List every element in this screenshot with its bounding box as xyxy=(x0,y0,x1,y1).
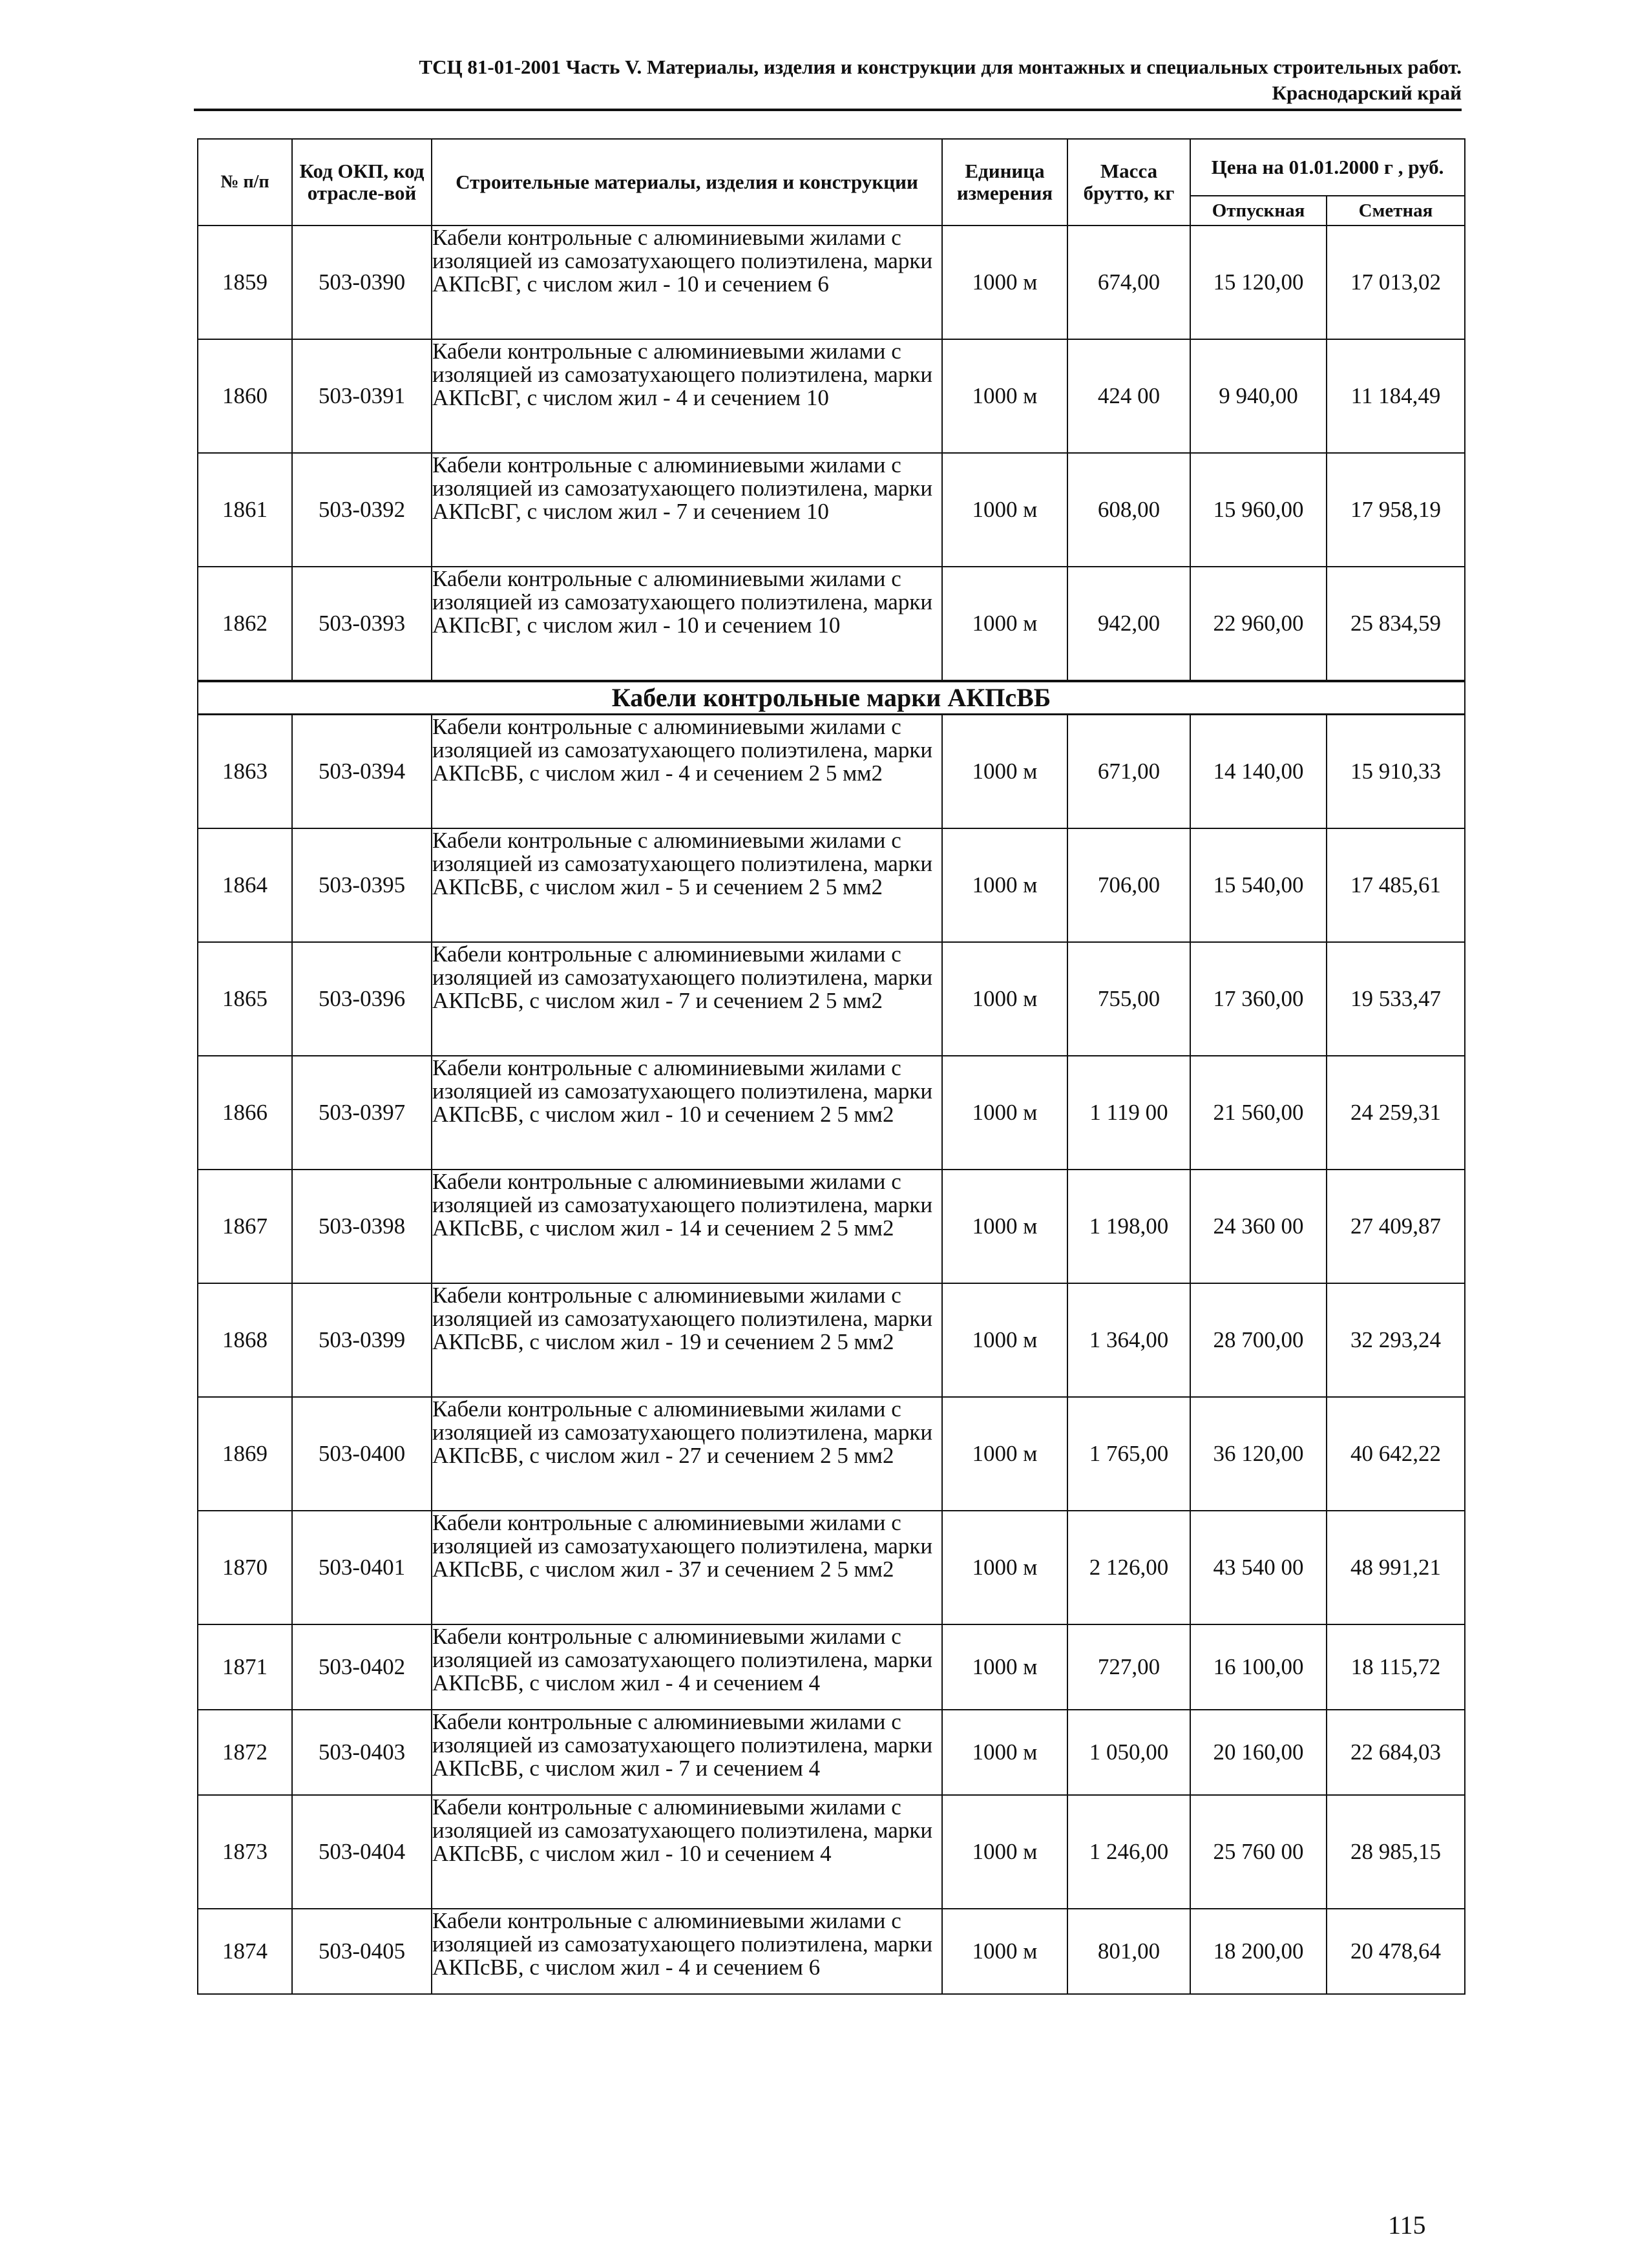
row-number: 1863 xyxy=(198,715,292,829)
gross-mass: 1 765,00 xyxy=(1067,1397,1190,1511)
header-title: ТСЦ 81-01-2001 Часть V. Материалы, изделия и конструкции для монтажных и специальных строительных работ. xyxy=(419,56,1462,78)
gross-mass: 1 246,00 xyxy=(1067,1795,1190,1909)
unit-of-measure: 1000 м xyxy=(942,1795,1067,1909)
table-row xyxy=(198,1397,1465,1511)
table-header xyxy=(198,139,1465,226)
okp-code: 503-0396 xyxy=(292,942,432,1056)
table-row xyxy=(198,1056,1465,1170)
material-description: Кабели контрольные с алюминиевыми жилами с изоляцией из самозатухающего полиэтилена, марки АКПсВБ, с числом жил - 4 и сечением 2 5 мм2 xyxy=(432,715,942,829)
header-rule xyxy=(194,109,1462,111)
okp-code: 503-0390 xyxy=(292,226,432,339)
material-description: Кабели контрольные с алюминиевыми жилами с изоляцией из самозатухающего полиэтилена, марки АКПсВГ, с числом жил - 10 и сечением 10 xyxy=(432,567,942,681)
estimate-price: 48 991,21 xyxy=(1327,1511,1465,1624)
col-mass-header: Масса брутто, кг xyxy=(1067,139,1190,226)
release-price: 24 360 00 xyxy=(1190,1170,1327,1283)
table-section xyxy=(198,681,1465,715)
unit-of-measure: 1000 м xyxy=(942,339,1067,453)
okp-code: 503-0393 xyxy=(292,567,432,681)
estimate-price: 20 478,64 xyxy=(1327,1909,1465,1994)
okp-code: 503-0405 xyxy=(292,1909,432,1994)
table-row xyxy=(198,828,1465,942)
unit-of-measure: 1000 м xyxy=(942,1624,1067,1710)
gross-mass: 727,00 xyxy=(1067,1624,1190,1710)
unit-of-measure: 1000 м xyxy=(942,1397,1067,1511)
gross-mass: 706,00 xyxy=(1067,828,1190,942)
unit-of-measure: 1000 м xyxy=(942,1511,1067,1624)
col-num-header: № п/п xyxy=(198,139,292,226)
row-number: 1861 xyxy=(198,453,292,567)
gross-mass: 755,00 xyxy=(1067,942,1190,1056)
section-title: Кабели контрольные марки АКПсВБ xyxy=(198,681,1465,715)
col-code-header: Код ОКП, код отрасле-вой xyxy=(292,139,432,226)
table-row xyxy=(198,942,1465,1056)
unit-of-measure: 1000 м xyxy=(942,1283,1067,1397)
col-price-release-header: Отпускная xyxy=(1190,196,1327,226)
material-description: Кабели контрольные с алюминиевыми жилами с изоляцией из самозатухающего полиэтилена, марки АКПсВБ, с числом жил - 4 и сечением 6 xyxy=(432,1909,942,1994)
material-description: Кабели контрольные с алюминиевыми жилами с изоляцией из самозатухающего полиэтилена, марки АКПсВГ, с числом жил - 7 и сечением 10 xyxy=(432,453,942,567)
unit-of-measure: 1000 м xyxy=(942,1170,1067,1283)
col-unit-header: Единица измерения xyxy=(942,139,1067,226)
price-table xyxy=(197,138,1465,1995)
table-row xyxy=(198,1511,1465,1624)
unit-of-measure: 1000 м xyxy=(942,828,1067,942)
release-price: 15 120,00 xyxy=(1190,226,1327,339)
release-price: 17 360,00 xyxy=(1190,942,1327,1056)
unit-of-measure: 1000 м xyxy=(942,1710,1067,1795)
estimate-price: 19 533,47 xyxy=(1327,942,1465,1056)
row-number: 1866 xyxy=(198,1056,292,1170)
estimate-price: 17 485,61 xyxy=(1327,828,1465,942)
estimate-price: 22 684,03 xyxy=(1327,1710,1465,1795)
estimate-price: 32 293,24 xyxy=(1327,1283,1465,1397)
unit-of-measure: 1000 м xyxy=(942,1056,1067,1170)
release-price: 18 200,00 xyxy=(1190,1909,1327,1994)
estimate-price: 28 985,15 xyxy=(1327,1795,1465,1909)
unit-of-measure: 1000 м xyxy=(942,942,1067,1056)
okp-code: 503-0401 xyxy=(292,1511,432,1624)
row-number: 1865 xyxy=(198,942,292,1056)
release-price: 9 940,00 xyxy=(1190,339,1327,453)
row-number: 1859 xyxy=(198,226,292,339)
row-number: 1872 xyxy=(198,1710,292,1795)
material-description: Кабели контрольные с алюминиевыми жилами с изоляцией из самозатухающего полиэтилена, марки АКПсВБ, с числом жил - 10 и сечением 2 5 мм2 xyxy=(432,1056,942,1170)
okp-code: 503-0397 xyxy=(292,1056,432,1170)
release-price: 21 560,00 xyxy=(1190,1056,1327,1170)
gross-mass: 942,00 xyxy=(1067,567,1190,681)
gross-mass: 2 126,00 xyxy=(1067,1511,1190,1624)
material-description: Кабели контрольные с алюминиевыми жилами с изоляцией из самозатухающего полиэтилена, марки АКПсВБ, с числом жил - 7 и сечением 4 xyxy=(432,1710,942,1795)
row-number: 1869 xyxy=(198,1397,292,1511)
material-description: Кабели контрольные с алюминиевыми жилами с изоляцией из самозатухающего полиэтилена, марки АКПсВГ, с числом жил - 10 и сечением 6 xyxy=(432,226,942,339)
gross-mass: 671,00 xyxy=(1067,715,1190,829)
gross-mass: 424 00 xyxy=(1067,339,1190,453)
unit-of-measure: 1000 м xyxy=(942,715,1067,829)
row-number: 1864 xyxy=(198,828,292,942)
release-price: 15 960,00 xyxy=(1190,453,1327,567)
estimate-price: 25 834,59 xyxy=(1327,567,1465,681)
table-row xyxy=(198,1710,1465,1795)
table-body-bottom xyxy=(198,715,1465,1995)
estimate-price: 27 409,87 xyxy=(1327,1170,1465,1283)
okp-code: 503-0399 xyxy=(292,1283,432,1397)
estimate-price: 18 115,72 xyxy=(1327,1624,1465,1710)
material-description: Кабели контрольные с алюминиевыми жилами с изоляцией из самозатухающего полиэтилена, марки АКПсВБ, с числом жил - 14 и сечением 2 5 мм2 xyxy=(432,1170,942,1283)
estimate-price: 24 259,31 xyxy=(1327,1056,1465,1170)
col-material-header: Строительные материалы, изделия и конструкции xyxy=(432,139,942,226)
okp-code: 503-0391 xyxy=(292,339,432,453)
material-description: Кабели контрольные с алюминиевыми жилами с изоляцией из самозатухающего полиэтилена, марки АКПсВБ, с числом жил - 19 и сечением 2 5 мм2 xyxy=(432,1283,942,1397)
unit-of-measure: 1000 м xyxy=(942,567,1067,681)
col-price-estimate-header: Сметная xyxy=(1327,196,1465,226)
row-number: 1873 xyxy=(198,1795,292,1909)
okp-code: 503-0395 xyxy=(292,828,432,942)
material-description: Кабели контрольные с алюминиевыми жилами с изоляцией из самозатухающего полиэтилена, марки АКПсВБ, с числом жил - 10 и сечением 4 xyxy=(432,1795,942,1909)
release-price: 16 100,00 xyxy=(1190,1624,1327,1710)
okp-code: 503-0402 xyxy=(292,1624,432,1710)
table-row xyxy=(198,453,1465,567)
estimate-price: 40 642,22 xyxy=(1327,1397,1465,1511)
table-row xyxy=(198,1909,1465,1994)
estimate-price: 17 958,19 xyxy=(1327,453,1465,567)
okp-code: 503-0398 xyxy=(292,1170,432,1283)
estimate-price: 11 184,49 xyxy=(1327,339,1465,453)
row-number: 1862 xyxy=(198,567,292,681)
release-price: 22 960,00 xyxy=(1190,567,1327,681)
unit-of-measure: 1000 м xyxy=(942,1909,1067,1994)
release-price: 15 540,00 xyxy=(1190,828,1327,942)
gross-mass: 1 198,00 xyxy=(1067,1170,1190,1283)
gross-mass: 674,00 xyxy=(1067,226,1190,339)
gross-mass: 1 050,00 xyxy=(1067,1710,1190,1795)
okp-code: 503-0400 xyxy=(292,1397,432,1511)
release-price: 25 760 00 xyxy=(1190,1795,1327,1909)
okp-code: 503-0392 xyxy=(292,453,432,567)
release-price: 36 120,00 xyxy=(1190,1397,1327,1511)
gross-mass: 801,00 xyxy=(1067,1909,1190,1994)
material-description: Кабели контрольные с алюминиевыми жилами с изоляцией из самозатухающего полиэтилена, марки АКПсВБ, с числом жил - 7 и сечением 2 5 мм2 xyxy=(432,942,942,1056)
row-number: 1871 xyxy=(198,1624,292,1710)
col-price-header: Цена на 01.01.2000 г , руб. xyxy=(1190,139,1465,196)
material-description: Кабели контрольные с алюминиевыми жилами с изоляцией из самозатухающего полиэтилена, марки АКПсВБ, с числом жил - 27 и сечением 2 5 мм2 xyxy=(432,1397,942,1511)
okp-code: 503-0404 xyxy=(292,1795,432,1909)
release-price: 43 540 00 xyxy=(1190,1511,1327,1624)
table-row xyxy=(198,715,1465,829)
row-number: 1867 xyxy=(198,1170,292,1283)
table-row xyxy=(198,1795,1465,1909)
table-row xyxy=(198,1283,1465,1397)
row-number: 1860 xyxy=(198,339,292,453)
material-description: Кабели контрольные с алюминиевыми жилами с изоляцией из самозатухающего полиэтилена, марки АКПсВГ, с числом жил - 4 и сечением 10 xyxy=(432,339,942,453)
unit-of-measure: 1000 м xyxy=(942,453,1067,567)
page-number: 115 xyxy=(1388,2210,1426,2240)
table-row xyxy=(198,1624,1465,1710)
material-description: Кабели контрольные с алюминиевыми жилами с изоляцией из самозатухающего полиэтилена, марки АКПсВБ, с числом жил - 5 и сечением 2 5 мм2 xyxy=(432,828,942,942)
gross-mass: 1 119 00 xyxy=(1067,1056,1190,1170)
table-row xyxy=(198,339,1465,453)
estimate-price: 17 013,02 xyxy=(1327,226,1465,339)
row-number: 1868 xyxy=(198,1283,292,1397)
document-header xyxy=(194,54,1462,106)
material-description: Кабели контрольные с алюминиевыми жилами с изоляцией из самозатухающего полиэтилена, марки АКПсВБ, с числом жил - 37 и сечением 2 5 мм2 xyxy=(432,1511,942,1624)
unit-of-measure: 1000 м xyxy=(942,226,1067,339)
release-price: 28 700,00 xyxy=(1190,1283,1327,1397)
table-body-top xyxy=(198,226,1465,681)
release-price: 20 160,00 xyxy=(1190,1710,1327,1795)
header-region: Краснодарский край xyxy=(1272,81,1462,104)
okp-code: 503-0394 xyxy=(292,715,432,829)
release-price: 14 140,00 xyxy=(1190,715,1327,829)
row-number: 1874 xyxy=(198,1909,292,1994)
gross-mass: 608,00 xyxy=(1067,453,1190,567)
okp-code: 503-0403 xyxy=(292,1710,432,1795)
estimate-price: 15 910,33 xyxy=(1327,715,1465,829)
table-row xyxy=(198,226,1465,339)
table-row xyxy=(198,1170,1465,1283)
gross-mass: 1 364,00 xyxy=(1067,1283,1190,1397)
row-number: 1870 xyxy=(198,1511,292,1624)
table-row xyxy=(198,567,1465,681)
material-description: Кабели контрольные с алюминиевыми жилами с изоляцией из самозатухающего полиэтилена, марки АКПсВБ, с числом жил - 4 и сечением 4 xyxy=(432,1624,942,1710)
